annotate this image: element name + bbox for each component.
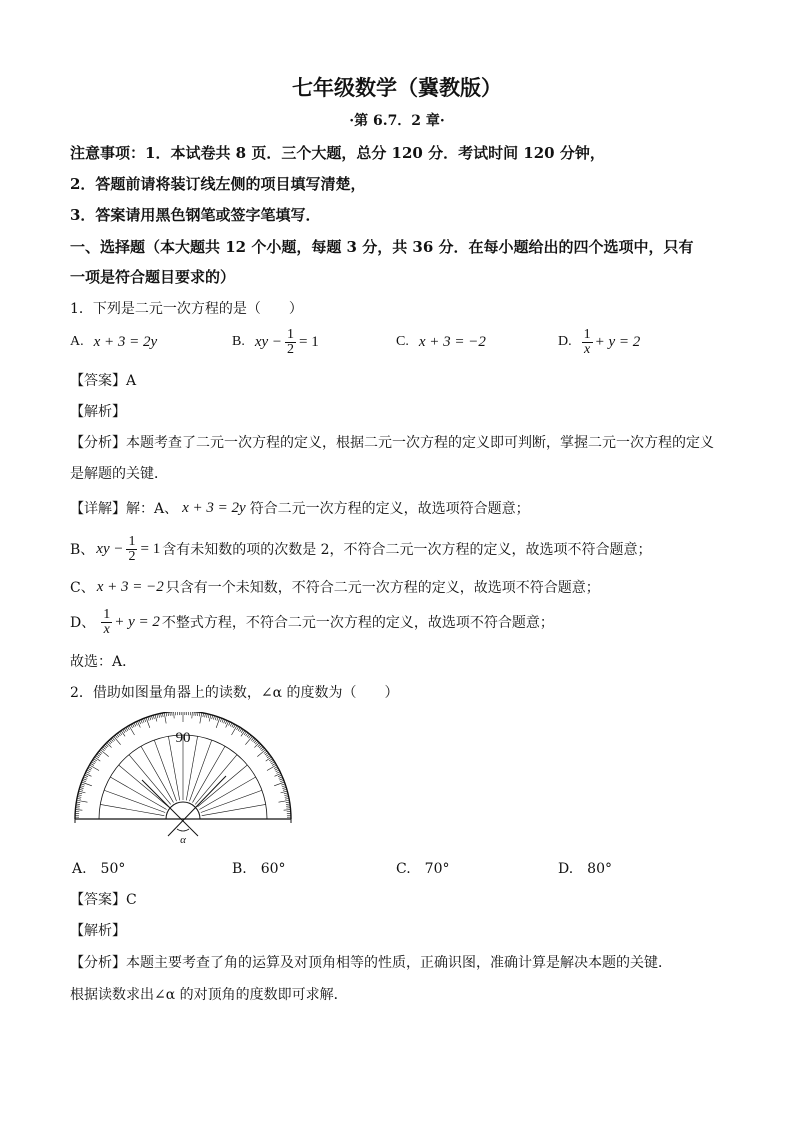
- conclusion: 故选：A．: [70, 654, 137, 670]
- answer-value: C: [126, 892, 137, 908]
- question-2-option-c: C. 70°: [396, 861, 450, 877]
- answer-value: A: [126, 373, 137, 389]
- notes-line-3: 3．答案请用黑色钢笔或签字笔填写．: [70, 206, 321, 224]
- protractor-tick: [155, 715, 157, 722]
- protractor-tick: [200, 713, 202, 724]
- detail-line-a: [70, 498, 530, 518]
- option-letter: A.: [70, 334, 84, 349]
- fenxi-line-2: 根据读数求出∠α 的对顶角的度数即可求解．: [70, 987, 348, 1003]
- question-1-option-b: [232, 326, 319, 358]
- protractor-tick: [241, 731, 245, 737]
- denominator: x: [584, 341, 591, 357]
- question-2-option-b: B. 60°: [232, 861, 286, 877]
- protractor-tick: [209, 715, 211, 722]
- protractor-tick: [77, 800, 88, 802]
- alpha-label: α: [180, 834, 186, 846]
- detail-b-text: 含有未知数的项的次数是 2，不符合二元一次方程的定义，故选项不符合题意；: [162, 542, 652, 558]
- protractor-ticks: [75, 712, 291, 819]
- protractor-center-arc: [166, 802, 200, 819]
- detail-b-expression-post: = 1: [140, 540, 161, 557]
- detail-a-expression: x + 3 = 2y: [182, 499, 246, 516]
- question-2-stem: 2．借助如图量角器上的读数，∠α 的度数为（ ）: [70, 685, 399, 701]
- protractor-tick: [274, 782, 284, 786]
- notes-line-1: 注意事项：1．本试卷共 8 页．三个大题，总分 120 分．考试时间 120 分钟，: [70, 144, 605, 162]
- fraction: [126, 535, 137, 564]
- question-1-option-d: [558, 326, 640, 358]
- question-1-stem: 1．下列是二元一次方程的是（ ）: [70, 301, 303, 317]
- denominator: x: [103, 621, 110, 637]
- fenxi-line-1: [70, 432, 714, 452]
- denominator: 2: [287, 341, 295, 357]
- numerator: 1: [287, 326, 295, 342]
- question-2-option-a: A. 50°: [72, 861, 126, 877]
- section-heading-line-2: 一项是符合题目要求的）: [70, 268, 236, 286]
- protractor-tick: [284, 810, 291, 811]
- protractor-tick: [146, 718, 150, 728]
- question-2-option-d: D. 80°: [558, 861, 612, 877]
- option-letter: D.: [558, 334, 572, 349]
- option-expression-post: = 1: [299, 333, 319, 350]
- fenxi-text: 本题考查了二元一次方程的定义，根据二元一次方程的定义即可判断，掌握二元一次方程的定义: [126, 435, 714, 451]
- option-letter: B.: [232, 334, 245, 349]
- option-expression: x + 3 = −2: [418, 333, 486, 350]
- protractor-tick: [174, 712, 175, 718]
- protractor-spoke: [202, 804, 266, 815]
- protractor-spoke: [100, 804, 164, 815]
- alpha-arc: [177, 829, 189, 831]
- detail-d-text: 不整式方程，不符合二元一次方程的定义，故选项不符合题意；: [161, 615, 554, 631]
- chapter-subtitle: ·第 6.7．2 章·: [349, 113, 445, 129]
- question-1-option-c: [396, 326, 486, 358]
- protractor-tick: [266, 757, 272, 761]
- analysis-tag: 【解析】: [70, 923, 126, 939]
- protractor-tick: [216, 718, 220, 728]
- detail-line-d: [70, 603, 554, 641]
- detail-b-prefix: B、: [70, 542, 95, 558]
- protractor-spoke: [189, 740, 211, 801]
- question-1-option-a: [70, 326, 157, 358]
- detail-c-prefix: C、: [70, 580, 95, 596]
- protractor-tick: [107, 743, 112, 748]
- option-expression-pre: xy −: [254, 333, 283, 350]
- numerator: 1: [128, 533, 136, 549]
- option-expression: x + 3 = 2y: [93, 333, 158, 350]
- protractor-figure: [70, 712, 296, 846]
- answer-tag: 【答案】: [70, 892, 126, 908]
- detail-c-expression: x + 3 = −2: [96, 578, 164, 595]
- analysis-tag: 【解析】: [70, 404, 126, 420]
- protractor-spoke: [201, 790, 262, 812]
- denominator: 2: [128, 548, 136, 564]
- detail-line-b: [70, 532, 652, 566]
- numerator: 1: [583, 326, 591, 342]
- protractor-tick: [75, 810, 82, 811]
- protractor-tick: [79, 791, 86, 793]
- detail-d-expression-post: + y = 2: [114, 613, 160, 630]
- numerator: 1: [103, 606, 111, 622]
- protractor-tick: [82, 782, 92, 786]
- answer-line: [70, 370, 136, 390]
- protractor-tick: [281, 791, 288, 793]
- detail-tag: 【详解】: [70, 501, 126, 517]
- protractor-tick: [121, 731, 125, 737]
- fenxi-tag: 【分析】: [70, 955, 126, 971]
- detail-d-prefix: D、: [70, 615, 96, 631]
- answer-line: [70, 889, 137, 909]
- fraction: [582, 328, 593, 357]
- detail-a-text: 符合二元一次方程的定义，故选项符合题意；: [249, 501, 530, 517]
- fenxi-line-1: [70, 952, 672, 972]
- option-expression-post: + y = 2: [594, 333, 641, 350]
- protractor-tick: [95, 757, 101, 761]
- protractor-tick: [164, 713, 166, 724]
- fraction: [285, 328, 296, 357]
- angle-ray-1: [168, 776, 226, 836]
- angle-ray-2: [142, 780, 198, 836]
- notes-line-2: 2．答题前请将装订线左侧的项目填写清楚，: [70, 175, 366, 193]
- detail-line-c: [70, 577, 600, 597]
- fenxi-text: 本题主要考查了角的运算及对顶角相等的性质，正确识图，准确计算是解决本题的关键．: [126, 955, 672, 971]
- section-heading-line-1: 一、选择题（本大题共 12 个小题，每题 3 分，共 36 分．在每小题给出的四个选项中，只有: [70, 238, 694, 256]
- detail-c-text: 只含有一个未知数，不符合二元一次方程的定义，故选项不符合题意；: [165, 580, 600, 596]
- protractor-tick: [279, 800, 290, 802]
- fenxi-tag: 【分析】: [70, 435, 126, 451]
- fraction: [101, 608, 112, 637]
- detail-b-expression-pre: xy −: [96, 540, 124, 557]
- detail-a-prefix: 解：A、: [126, 501, 179, 517]
- protractor-tick: [192, 712, 193, 718]
- answer-tag: 【答案】: [70, 373, 126, 389]
- protractor-tick: [254, 743, 259, 748]
- page-title: 七年级数学（冀教版）: [292, 75, 502, 100]
- protractor-spoke: [154, 740, 176, 801]
- option-letter: C.: [396, 334, 409, 349]
- protractor-label-90: 90: [175, 730, 191, 746]
- fenxi-line-2: 是解题的关键．: [70, 466, 168, 482]
